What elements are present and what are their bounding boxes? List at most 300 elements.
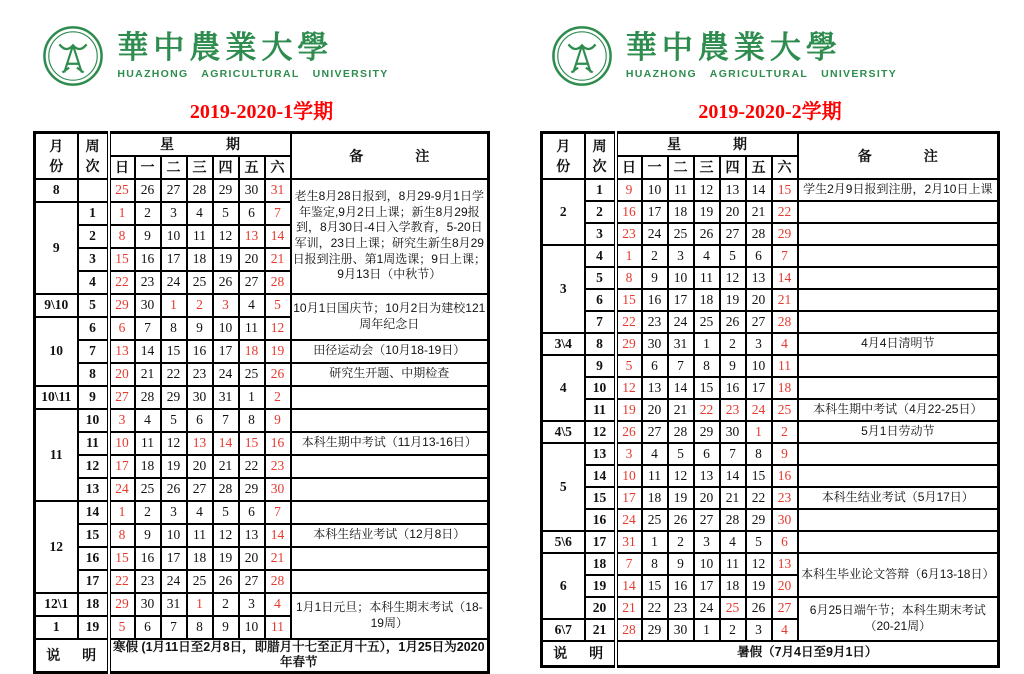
week-number-cell: 15 [78, 524, 109, 547]
calendar-week-row [542, 443, 999, 465]
date-cell: 20 [187, 455, 213, 478]
date-cell: 7 [720, 443, 746, 465]
note-cell [798, 289, 999, 311]
note-cell: 4月4日清明节 [798, 333, 999, 355]
semester2-title: 2019-2020-2学期 [698, 101, 842, 123]
date-cell: 17 [109, 455, 135, 478]
date-cell: 2 [772, 421, 798, 443]
date-cell: 28 [616, 619, 642, 641]
date-cell: 13 [187, 432, 213, 455]
date-cell: 2 [135, 501, 161, 524]
date-cell: 27 [239, 570, 265, 593]
date-cell: 17 [746, 377, 772, 399]
date-cell: 27 [772, 597, 798, 619]
week-number-cell: 5 [78, 294, 109, 317]
date-cell: 21 [720, 487, 746, 509]
note-cell [291, 570, 489, 593]
note-cell: 本科生结业考试（5月17日） [798, 487, 999, 509]
legend-label-cell: 说 明 [35, 639, 109, 673]
date-cell: 12 [265, 317, 291, 340]
note-cell: 老生8月28日报到，8月29-9月1日学年鉴定,9月2日上课；新生8月29报到，8月30日-4日入学教育，5-20日军训，23日上课；研究生新生8月29日报到注册、第1周选课；9日上课；9月13日（中秋节） [291, 179, 489, 294]
date-cell: 5 [720, 245, 746, 267]
date-cell: 18 [239, 340, 265, 363]
date-cell: 30 [135, 593, 161, 616]
date-cell: 7 [161, 616, 187, 639]
note-cell [798, 377, 999, 399]
date-cell: 9 [265, 409, 291, 432]
calendar-week-row [35, 524, 489, 547]
date-cell: 19 [694, 201, 720, 223]
weekday-header: 星 期 [109, 133, 291, 156]
date-cell: 10 [239, 616, 265, 639]
date-cell: 29 [239, 478, 265, 501]
date-cell: 2 [720, 619, 746, 641]
university-logo [0, 18, 444, 94]
date-cell: 4 [265, 593, 291, 616]
date-cell: 5 [616, 355, 642, 377]
date-cell: 12 [746, 553, 772, 575]
legend-row [542, 641, 999, 667]
date-cell: 3 [161, 202, 187, 225]
date-cell: 15 [239, 432, 265, 455]
date-cell: 28 [746, 223, 772, 245]
logo-text-block [117, 29, 389, 80]
date-cell: 8 [616, 267, 642, 289]
calendar-week-row [542, 289, 999, 311]
date-cell: 30 [187, 386, 213, 409]
date-cell: 15 [109, 547, 135, 570]
calendar-week-row [542, 333, 999, 355]
date-cell: 2 [187, 294, 213, 317]
date-cell: 16 [720, 377, 746, 399]
date-cell: 29 [694, 421, 720, 443]
week-number-cell: 9 [78, 386, 109, 409]
week-number-cell: 17 [78, 570, 109, 593]
calendar-week-row [542, 311, 999, 333]
calendar-week-row [542, 509, 999, 531]
date-cell: 14 [265, 524, 291, 547]
note-cell: 本科生期中考试（4月22-25日） [798, 399, 999, 421]
date-cell: 11 [720, 553, 746, 575]
calendar-week-row [542, 201, 999, 223]
date-cell: 19 [161, 455, 187, 478]
date-cell: 9 [135, 524, 161, 547]
date-cell: 5 [265, 294, 291, 317]
university-name-cn: 華中農業大學 [117, 29, 334, 66]
month-cell: 10 [35, 317, 78, 386]
date-cell: 5 [161, 409, 187, 432]
date-cell: 24 [746, 399, 772, 421]
date-cell: 17 [161, 248, 187, 271]
date-cell: 16 [135, 248, 161, 271]
calendar-week-row [35, 570, 489, 593]
legend-text-cell: 暑假（7月4日至9月1日） [616, 641, 999, 667]
date-cell: 25 [135, 478, 161, 501]
date-cell: 23 [187, 363, 213, 386]
note-cell: 本科生毕业论文答辩（6月13-18日） [798, 553, 999, 597]
calendar-week-row [35, 455, 489, 478]
month-cell: 6\7 [542, 619, 585, 641]
date-cell: 5 [213, 501, 239, 524]
date-cell: 6 [187, 409, 213, 432]
date-cell: 12 [694, 179, 720, 201]
date-cell: 16 [772, 465, 798, 487]
legend-text-cell: 寒假 (1月11日至2月8日，即腊月十七至正月十五），1月25日为2020年春节 [109, 639, 489, 673]
note-cell: 学生2月9日报到注册，2月10日上课 [798, 179, 999, 201]
university-name-en: HUAZHONG AGRICULTURAL UNIVERSITY [117, 67, 389, 80]
month-cell: 11 [35, 409, 78, 501]
date-cell: 23 [720, 399, 746, 421]
date-cell: 6 [642, 355, 668, 377]
date-cell: 29 [772, 223, 798, 245]
date-cell: 26 [213, 570, 239, 593]
date-cell: 26 [616, 421, 642, 443]
date-cell: 21 [265, 547, 291, 570]
week-number-cell: 15 [585, 487, 616, 509]
date-cell: 31 [668, 333, 694, 355]
week-number-cell: 7 [585, 311, 616, 333]
note-cell [291, 501, 489, 524]
calendar-week-row [542, 597, 999, 619]
date-cell: 14 [772, 267, 798, 289]
month-cell: 8 [35, 179, 78, 202]
note-cell [291, 547, 489, 570]
calendar-week-row [35, 363, 489, 386]
week-number-cell: 16 [78, 547, 109, 570]
date-cell: 10 [642, 179, 668, 201]
week-number-cell: 6 [585, 289, 616, 311]
calendar-week-row [542, 377, 999, 399]
date-cell: 28 [720, 509, 746, 531]
date-cell: 14 [668, 377, 694, 399]
date-cell: 14 [135, 340, 161, 363]
date-cell: 7 [213, 409, 239, 432]
date-cell: 23 [772, 487, 798, 509]
date-cell: 3 [616, 443, 642, 465]
date-cell: 1 [616, 245, 642, 267]
date-cell: 19 [746, 575, 772, 597]
note-cell [291, 409, 489, 432]
month-column-header: 月 份 [35, 133, 78, 179]
date-cell: 22 [746, 487, 772, 509]
date-cell: 13 [239, 524, 265, 547]
date-cell: 7 [772, 245, 798, 267]
date-cell: 17 [668, 289, 694, 311]
date-cell: 20 [239, 248, 265, 271]
date-cell: 1 [109, 202, 135, 225]
date-cell: 31 [265, 179, 291, 202]
date-cell: 27 [720, 223, 746, 245]
date-cell: 26 [213, 271, 239, 294]
date-cell: 21 [668, 399, 694, 421]
date-cell: 5 [668, 443, 694, 465]
week-number-cell: 16 [585, 509, 616, 531]
date-cell: 10 [746, 355, 772, 377]
date-cell: 28 [668, 421, 694, 443]
date-cell: 26 [161, 478, 187, 501]
note-cell [798, 311, 999, 333]
month-cell: 4 [542, 355, 585, 421]
date-cell: 9 [720, 355, 746, 377]
date-cell: 26 [265, 363, 291, 386]
date-cell: 25 [772, 399, 798, 421]
day-header: 一 [135, 156, 161, 179]
date-cell: 21 [213, 455, 239, 478]
date-cell: 24 [668, 311, 694, 333]
date-cell: 22 [109, 570, 135, 593]
date-cell: 2 [213, 593, 239, 616]
calendar-week-row [542, 465, 999, 487]
date-cell: 13 [642, 377, 668, 399]
day-header: 五 [746, 156, 772, 179]
note-cell: 1月1日元旦；本科生期末考试（18-19周） [291, 593, 489, 639]
date-cell: 9 [187, 317, 213, 340]
date-cell: 8 [694, 355, 720, 377]
date-cell: 25 [668, 223, 694, 245]
day-header: 五 [239, 156, 265, 179]
date-cell: 27 [187, 478, 213, 501]
date-cell: 16 [135, 547, 161, 570]
calendar-week-row [35, 478, 489, 501]
semester1-title: 2019-2020-1学期 [189, 101, 334, 123]
date-cell: 10 [213, 317, 239, 340]
week-number-cell: 19 [78, 616, 109, 639]
semester1-panel [33, 18, 490, 674]
note-cell: 研究生开题、中期检查 [291, 363, 489, 386]
date-cell: 11 [265, 616, 291, 639]
week-number-cell: 5 [585, 267, 616, 289]
date-cell: 20 [109, 363, 135, 386]
date-cell: 13 [772, 553, 798, 575]
date-cell: 27 [109, 386, 135, 409]
week-number-cell: 13 [585, 443, 616, 465]
date-cell: 12 [213, 225, 239, 248]
date-cell: 6 [694, 443, 720, 465]
date-cell: 11 [187, 225, 213, 248]
semester1-calendar-table [33, 131, 490, 674]
note-cell [798, 223, 999, 245]
week-number-cell: 12 [78, 455, 109, 478]
date-cell: 30 [720, 421, 746, 443]
week-column-header: 周 次 [585, 133, 616, 179]
date-cell: 14 [265, 225, 291, 248]
month-cell: 5 [542, 443, 585, 531]
date-cell: 12 [161, 432, 187, 455]
date-cell: 2 [720, 333, 746, 355]
date-cell: 28 [265, 271, 291, 294]
date-cell: 27 [746, 311, 772, 333]
week-number-cell: 4 [78, 271, 109, 294]
calendar-week-row [542, 267, 999, 289]
week-number-cell: 13 [78, 478, 109, 501]
note-cell: 5月1日劳动节 [798, 421, 999, 443]
date-cell: 10 [616, 465, 642, 487]
note-cell: 本科生期中考试（11月13-16日） [291, 432, 489, 455]
date-cell: 6 [135, 616, 161, 639]
week-number-cell: 8 [78, 363, 109, 386]
date-cell: 7 [265, 501, 291, 524]
date-cell: 15 [161, 340, 187, 363]
date-cell: 3 [161, 501, 187, 524]
date-cell: 19 [213, 248, 239, 271]
calendar-week-row [542, 179, 999, 201]
date-cell: 1 [239, 386, 265, 409]
date-cell: 21 [772, 289, 798, 311]
date-cell: 16 [642, 289, 668, 311]
date-cell: 16 [616, 201, 642, 223]
date-cell: 22 [161, 363, 187, 386]
week-column-header: 周 次 [78, 133, 109, 179]
date-cell: 16 [265, 432, 291, 455]
date-cell: 28 [135, 386, 161, 409]
date-cell: 27 [642, 421, 668, 443]
logo-text-block [625, 29, 898, 80]
date-cell: 20 [720, 201, 746, 223]
date-cell: 8 [109, 225, 135, 248]
date-cell: 16 [187, 340, 213, 363]
date-cell: 10 [694, 553, 720, 575]
date-cell: 27 [239, 271, 265, 294]
date-cell: 15 [694, 377, 720, 399]
date-cell: 21 [616, 597, 642, 619]
month-cell: 9\10 [35, 294, 78, 317]
date-cell: 22 [109, 271, 135, 294]
date-cell: 2 [135, 202, 161, 225]
day-header: 四 [213, 156, 239, 179]
date-cell: 3 [213, 294, 239, 317]
week-number-cell: 2 [78, 225, 109, 248]
date-cell: 11 [239, 317, 265, 340]
date-cell: 7 [265, 202, 291, 225]
date-cell: 29 [161, 386, 187, 409]
date-cell: 22 [239, 455, 265, 478]
note-cell [798, 509, 999, 531]
date-cell: 3 [239, 593, 265, 616]
note-cell [798, 531, 999, 553]
week-number-cell: 7 [78, 340, 109, 363]
date-cell: 14 [616, 575, 642, 597]
date-cell: 24 [616, 509, 642, 531]
date-cell: 22 [772, 201, 798, 223]
day-header: 六 [265, 156, 291, 179]
date-cell: 25 [187, 271, 213, 294]
date-cell: 15 [746, 465, 772, 487]
date-cell: 28 [213, 478, 239, 501]
week-number-cell: 17 [585, 531, 616, 553]
date-cell: 3 [746, 333, 772, 355]
date-cell: 14 [720, 465, 746, 487]
note-cell [291, 455, 489, 478]
note-cell: 10月1日国庆节；10月2日为建校121周年纪念日 [291, 294, 489, 340]
date-cell: 9 [135, 225, 161, 248]
calendar-week-row [35, 340, 489, 363]
date-cell: 29 [109, 593, 135, 616]
week-number-cell: 10 [585, 377, 616, 399]
date-cell: 18 [187, 248, 213, 271]
date-cell: 4 [642, 443, 668, 465]
date-cell: 1 [161, 294, 187, 317]
date-cell: 9 [616, 179, 642, 201]
month-cell: 1 [35, 616, 78, 639]
month-column-header: 月 份 [542, 133, 585, 179]
calendar-week-row [35, 179, 489, 202]
date-cell: 8 [746, 443, 772, 465]
date-cell: 19 [213, 547, 239, 570]
calendar-week-row [542, 399, 999, 421]
date-cell: 6 [772, 531, 798, 553]
date-cell: 24 [694, 597, 720, 619]
date-cell: 24 [161, 271, 187, 294]
date-cell: 29 [746, 509, 772, 531]
date-cell: 25 [694, 311, 720, 333]
note-cell [798, 201, 999, 223]
date-cell: 4 [239, 294, 265, 317]
date-cell: 25 [187, 570, 213, 593]
calendar-week-row [542, 223, 999, 245]
date-cell: 20 [694, 487, 720, 509]
date-cell: 22 [616, 311, 642, 333]
week-number-cell: 19 [585, 575, 616, 597]
date-cell: 23 [668, 597, 694, 619]
month-cell: 9 [35, 202, 78, 294]
date-cell: 2 [668, 531, 694, 553]
month-cell: 5\6 [542, 531, 585, 553]
week-number-cell: 18 [585, 553, 616, 575]
date-cell: 26 [135, 179, 161, 202]
notes-column-header: 备 注 [291, 133, 489, 179]
week-number-cell: 3 [78, 248, 109, 271]
date-cell: 1 [694, 333, 720, 355]
date-cell: 11 [187, 524, 213, 547]
day-header: 日 [109, 156, 135, 179]
day-header: 二 [161, 156, 187, 179]
day-header: 日 [616, 156, 642, 179]
date-cell: 5 [109, 616, 135, 639]
date-cell: 23 [616, 223, 642, 245]
week-number-cell: 20 [585, 597, 616, 619]
date-cell: 6 [109, 317, 135, 340]
note-cell: 田径运动会（10月18-19日） [291, 340, 489, 363]
date-cell: 26 [746, 597, 772, 619]
calendar-week-row [542, 531, 999, 553]
date-cell: 4 [694, 245, 720, 267]
day-header: 四 [720, 156, 746, 179]
note-cell [798, 465, 999, 487]
date-cell: 28 [265, 570, 291, 593]
note-cell [291, 386, 489, 409]
date-cell: 1 [642, 531, 668, 553]
date-cell: 20 [239, 547, 265, 570]
week-number-cell: 1 [78, 202, 109, 225]
date-cell: 1 [109, 501, 135, 524]
date-cell: 14 [746, 179, 772, 201]
date-cell: 17 [616, 487, 642, 509]
date-cell: 18 [694, 289, 720, 311]
date-cell: 5 [746, 531, 772, 553]
date-cell: 19 [668, 487, 694, 509]
date-cell: 29 [213, 179, 239, 202]
date-cell: 15 [642, 575, 668, 597]
day-header: 三 [694, 156, 720, 179]
date-cell: 13 [746, 267, 772, 289]
date-cell: 21 [135, 363, 161, 386]
week-number-cell: 3 [585, 223, 616, 245]
date-cell: 17 [642, 201, 668, 223]
date-cell: 25 [642, 509, 668, 531]
date-cell: 4 [187, 501, 213, 524]
date-cell: 13 [239, 225, 265, 248]
date-cell: 24 [161, 570, 187, 593]
